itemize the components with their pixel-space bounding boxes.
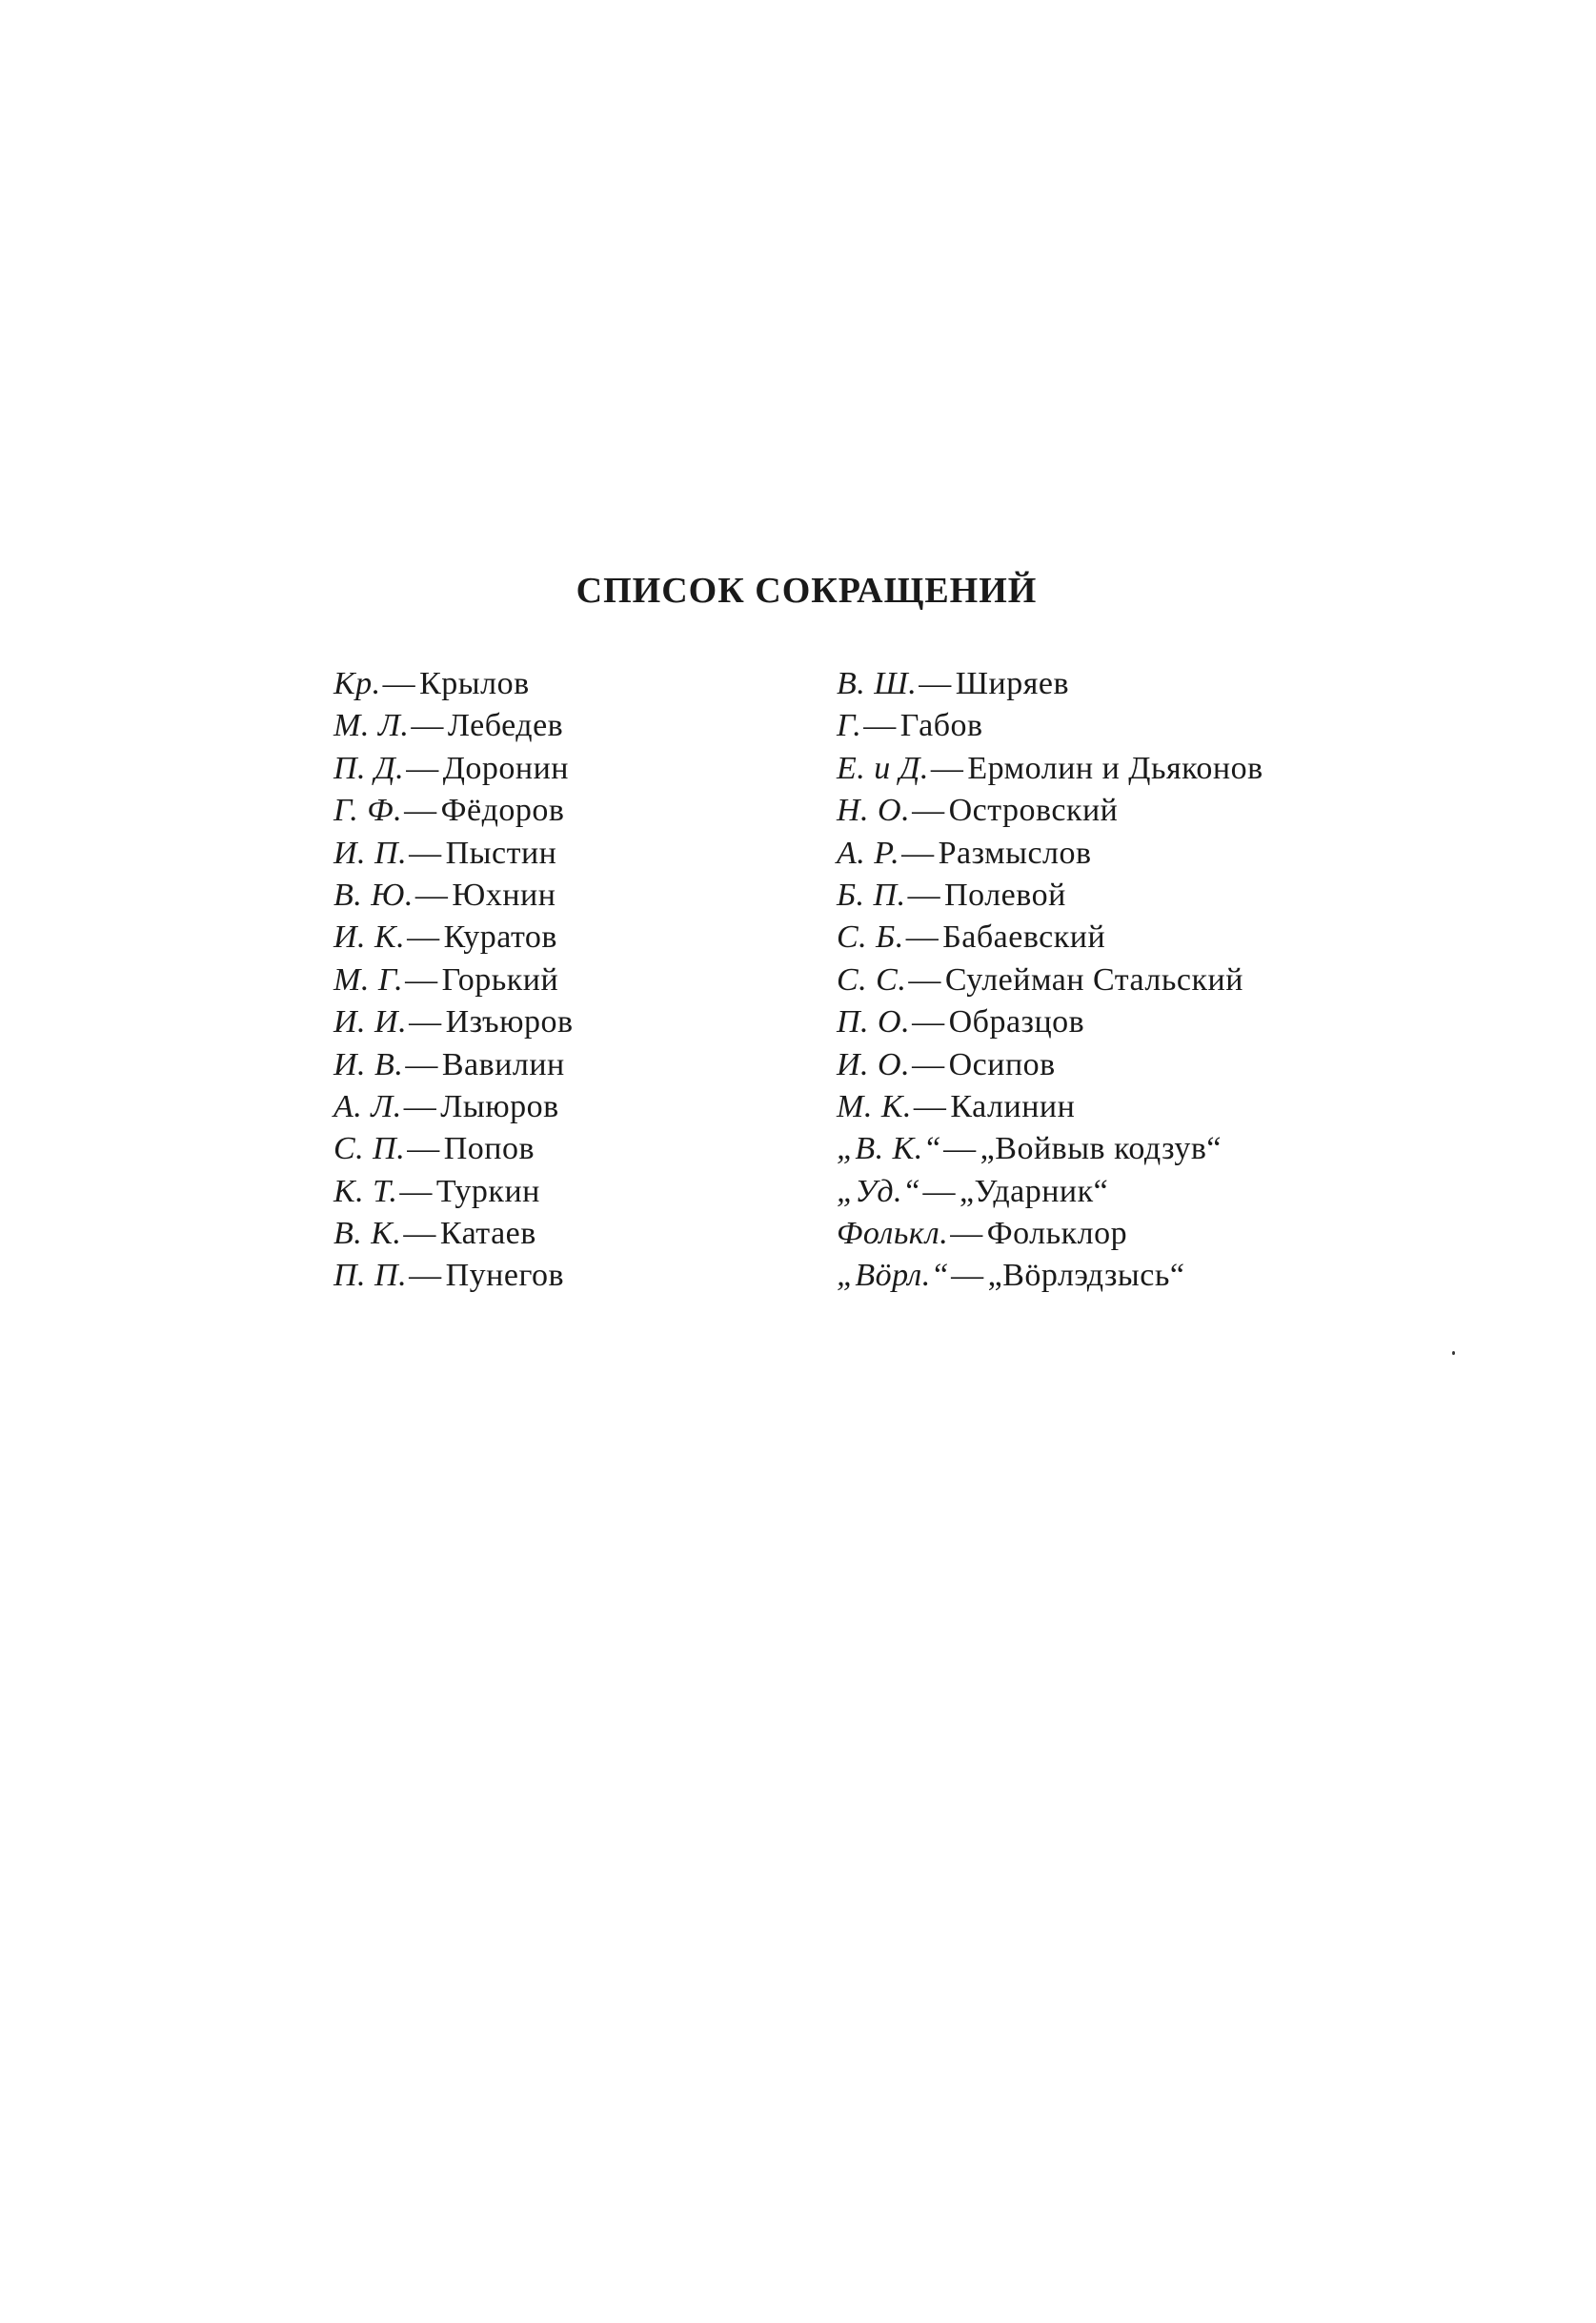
print-speck — [1452, 1351, 1455, 1355]
full-name: „Вöрлэдзысь“ — [987, 1258, 1185, 1294]
full-name: Попов — [443, 1131, 535, 1167]
separator: — — [951, 1258, 984, 1294]
abbreviation-list-right — [837, 663, 1263, 1298]
abbreviation: В. Ю. — [333, 877, 414, 913]
full-name: Размыслов — [938, 835, 1092, 871]
full-name: Ширяев — [955, 666, 1070, 701]
full-name: Бабаевский — [942, 919, 1106, 956]
abbreviation-entry — [837, 917, 1263, 959]
abbreviation: И. О. — [837, 1046, 911, 1082]
separator: — — [863, 708, 897, 744]
separator: — — [913, 1088, 947, 1124]
full-name: Фольклор — [986, 1216, 1128, 1252]
separator: — — [405, 961, 438, 998]
abbreviation: И. И. — [333, 1004, 408, 1040]
full-name: Островский — [948, 793, 1119, 829]
abbreviation: М. Г. — [333, 961, 404, 998]
separator: — — [403, 1088, 437, 1124]
abbreviation: П. Д. — [333, 750, 405, 786]
separator: — — [912, 1004, 945, 1040]
abbreviation-entry — [333, 1213, 574, 1255]
page-title: СПИСОК СОКРАЩЕНИЙ — [576, 571, 1038, 611]
abbreviation: М. Л. — [333, 708, 410, 744]
abbreviation: П. О. — [837, 1004, 911, 1040]
separator: — — [407, 919, 440, 956]
abbreviation-entry — [837, 1128, 1263, 1170]
abbreviation-entry — [837, 875, 1263, 917]
separator: — — [905, 919, 939, 956]
separator: — — [414, 877, 449, 913]
abbreviation: В. К. — [333, 1216, 402, 1252]
abbreviation: Е. и Д. — [837, 750, 929, 786]
full-name: Габов — [899, 708, 983, 744]
full-name: Пунегов — [445, 1258, 565, 1294]
abbreviation-entry — [837, 833, 1263, 875]
abbreviation-entry — [837, 790, 1263, 832]
abbreviation: Фолькл. — [837, 1216, 949, 1252]
abbreviation-entry — [837, 1001, 1263, 1043]
full-name: Фёдоров — [440, 793, 565, 829]
full-name: Лыюров — [440, 1088, 559, 1124]
full-name: Пыстин — [445, 835, 557, 871]
abbreviation: И. П. — [333, 835, 408, 871]
abbreviation-entry — [837, 663, 1263, 705]
abbreviation: „Вöрл.“ — [837, 1258, 950, 1294]
abbreviation-entry — [333, 1255, 574, 1297]
separator: — — [407, 1131, 440, 1167]
separator: — — [950, 1216, 983, 1252]
full-name: Осипов — [948, 1046, 1056, 1082]
abbreviation: Г. Ф. — [333, 793, 403, 829]
separator: — — [907, 877, 941, 913]
separator: — — [405, 1046, 438, 1082]
separator: — — [912, 793, 945, 829]
full-name: Полевой — [944, 877, 1066, 913]
separator: — — [908, 961, 941, 998]
abbreviation-entry — [333, 1044, 574, 1086]
abbreviation: Н. О. — [837, 793, 911, 829]
full-name: Крылов — [419, 666, 530, 701]
full-name: Туркин — [435, 1173, 540, 1209]
abbreviation-entry — [333, 833, 574, 875]
abbreviation: С. С. — [837, 961, 907, 998]
abbreviation: М. К. — [837, 1088, 912, 1124]
full-name: Доронин — [442, 750, 569, 786]
full-name: Ермолин и Дьяконов — [967, 750, 1263, 786]
separator: — — [922, 1173, 956, 1209]
abbreviation-entry — [837, 960, 1263, 1001]
separator: — — [943, 1131, 977, 1167]
full-name: „Войвыв кодзув“ — [980, 1131, 1222, 1167]
abbreviation: „Уд.“ — [837, 1173, 921, 1209]
abbreviation: Г. — [837, 708, 862, 744]
full-name: Горький — [441, 961, 559, 998]
separator: — — [409, 1004, 442, 1040]
full-name: Юхнин — [452, 877, 556, 913]
abbreviation-entry — [333, 1001, 574, 1043]
abbreviation-entry — [333, 917, 574, 959]
abbreviation-entry — [837, 748, 1263, 790]
separator: — — [930, 750, 964, 786]
abbreviation-entry — [333, 705, 574, 747]
abbreviation-entry — [837, 1255, 1263, 1297]
abbreviation: А. Л. — [333, 1088, 402, 1124]
abbreviation-entry — [333, 790, 574, 832]
abbreviation-entry — [333, 1086, 574, 1128]
abbreviation: И. В. — [333, 1046, 404, 1082]
abbreviation: Кр. — [333, 666, 381, 701]
full-name: Образцов — [948, 1004, 1085, 1040]
abbreviation: „В. К.“ — [837, 1131, 942, 1167]
abbreviation-entry — [333, 1171, 574, 1213]
abbreviation: Б. П. — [837, 877, 906, 913]
separator: — — [409, 835, 442, 871]
abbreviation: П. П. — [333, 1258, 408, 1294]
abbreviation: А. Р. — [837, 835, 900, 871]
separator: — — [404, 793, 437, 829]
abbreviation-entry — [837, 1044, 1263, 1086]
separator: — — [411, 708, 444, 744]
abbreviation-entry — [837, 705, 1263, 747]
separator: — — [406, 750, 439, 786]
full-name: Изъюров — [445, 1004, 574, 1040]
full-name: Лебедев — [447, 708, 564, 744]
abbreviation: С. Б. — [837, 919, 904, 956]
full-name: Катаев — [439, 1216, 536, 1252]
separator: — — [919, 666, 952, 701]
full-name: Калинин — [950, 1088, 1076, 1124]
full-name: „Ударник“ — [959, 1173, 1109, 1209]
abbreviation-entry — [837, 1213, 1263, 1255]
abbreviation: В. Ш. — [837, 666, 918, 701]
abbreviation-entry — [837, 1086, 1263, 1128]
separator: — — [399, 1173, 433, 1209]
separator: — — [382, 666, 416, 701]
full-name: Вавилин — [441, 1046, 565, 1082]
separator: — — [912, 1046, 945, 1082]
full-name: Сулейман Стальский — [944, 961, 1243, 998]
abbreviation-entry — [333, 748, 574, 790]
abbreviation: С. П. — [333, 1131, 406, 1167]
abbreviation: И. К. — [333, 919, 406, 956]
abbreviation-entry — [333, 1128, 574, 1170]
full-name: Куратов — [443, 919, 557, 956]
abbreviation-entry — [333, 875, 574, 917]
abbreviation: К. Т. — [333, 1173, 398, 1209]
abbreviation-list-left — [333, 663, 574, 1298]
abbreviation-entry — [333, 663, 574, 705]
separator: — — [409, 1258, 442, 1294]
separator: — — [403, 1216, 436, 1252]
abbreviation-entry — [333, 960, 574, 1001]
abbreviation-entry — [837, 1171, 1263, 1213]
separator: — — [901, 835, 935, 871]
